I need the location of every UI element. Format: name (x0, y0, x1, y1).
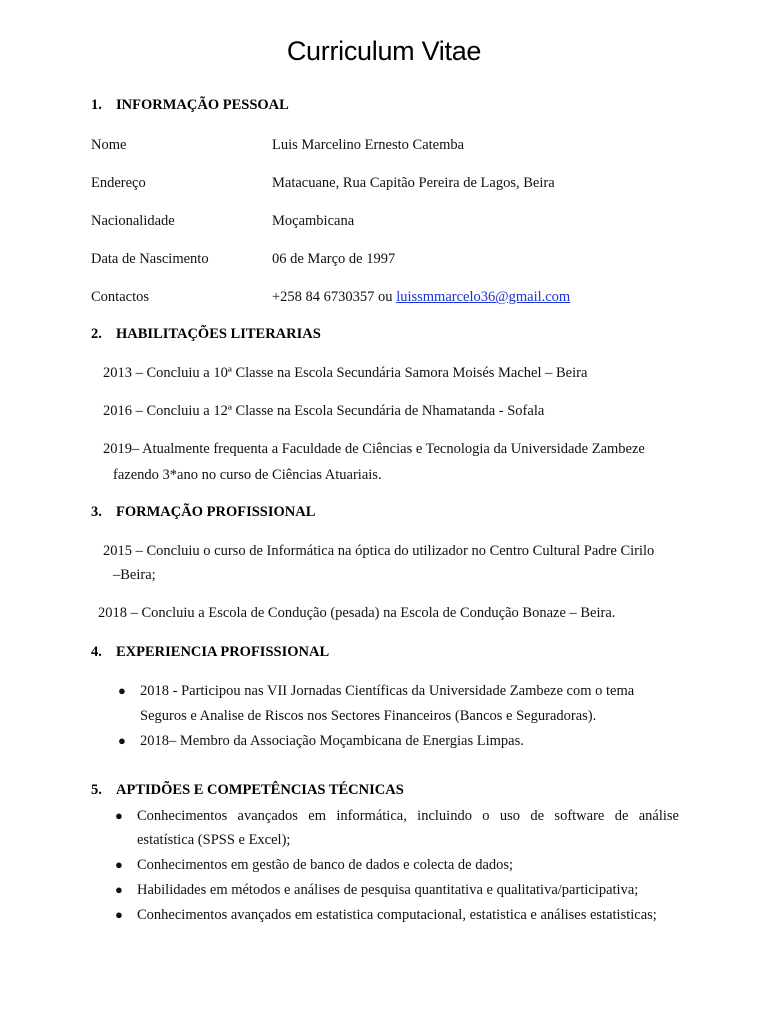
section-number: 3. (91, 504, 102, 520)
skill-text: Conhecimentos avançados em estatistica computacional, estatistica e análises estatisticas; (137, 907, 657, 923)
section-number: 4. (91, 644, 102, 660)
bullet-icon: ● (115, 808, 123, 823)
skill-text: Habilidades em métodos e análises de pesquisa quantitativa e qualitativa/participativa; (137, 882, 639, 898)
field-label: Nome (91, 137, 127, 153)
phone-number: +258 84 6730357 ou (272, 289, 397, 305)
experience-item-cont: Seguros e Analise de Riscos nos Sectores Financeiros (Bancos e Seguradoras). (140, 708, 597, 724)
field-label: Contactos (91, 289, 149, 305)
education-entry-2019: 2019– Atualmente frequenta a Faculdade de Ciências e Tecnologia da Universidade Zambeze (103, 441, 645, 457)
field-value: Matacuane, Rua Capitão Pereira de Lagos, Beira (272, 175, 555, 191)
section-heading-skills (91, 782, 404, 799)
section-number: 2. (91, 326, 102, 342)
field-label: Endereço (91, 175, 146, 191)
section-heading-experience (91, 644, 329, 661)
bullet-icon: ● (115, 907, 123, 922)
education-entry-2019-cont: fazendo 3*ano no curso de Ciências Atuariais. (113, 467, 382, 483)
training-entry-2015: 2015 – Concluiu o curso de Informática na óptica do utilizador no Centro Cultural Padre Cirilo (103, 543, 655, 559)
email-link[interactable]: luissmmarcelo36@gmail.com (396, 289, 571, 305)
training-entry-2015-cont: –Beira; (113, 567, 156, 583)
section-heading-training (91, 504, 315, 521)
section-number: 5. (91, 782, 102, 798)
skill-text: Conhecimentos em gestão de banco de dados e colecta de dados; (137, 857, 514, 873)
section-heading-education (91, 326, 321, 343)
section-title: EXPERIENCIA PROFISSIONAL (116, 644, 330, 660)
bullet-icon: ● (118, 683, 126, 698)
field-value: 06 de Março de 1997 (272, 251, 396, 267)
section-title: HABILITAÇÕES LITERARIAS (116, 326, 321, 342)
experience-text: 2018– Membro da Associação Moçambicana de Energias Limpas. (140, 733, 524, 749)
section-title: FORMAÇÃO PROFISSIONAL (116, 504, 316, 520)
education-entry-2016: 2016 – Concluiu a 12ª Classe na Escola Secundária de Nhamatanda - Sofala (103, 403, 545, 419)
field-value (272, 289, 570, 306)
experience-text: 2018 - Participou nas VII Jornadas Científicas da Universidade Zambeze com o tema (140, 683, 635, 699)
field-value: Luis Marcelino Ernesto Catemba (272, 137, 465, 153)
section-title: INFORMAÇÃO PESSOAL (116, 97, 289, 113)
bullet-icon: ● (118, 733, 126, 748)
field-value: Moçambicana (272, 213, 355, 229)
skill-text-cont: estatística (SPSS e Excel); (137, 832, 291, 848)
education-entry-2013: 2013 – Concluiu a 10ª Classe na Escola Secundária Samora Moisés Machel – Beira (103, 365, 588, 381)
bullet-icon: ● (115, 882, 123, 897)
field-label: Data de Nascimento (91, 251, 209, 267)
skill-text: Conhecimentos avançados em informática, incluindo o uso de software de análise (137, 808, 679, 824)
section-heading-personal-info (91, 97, 289, 114)
section-number: 1. (91, 97, 102, 113)
section-title: APTIDÕES E COMPETÊNCIAS TÉCNICAS (116, 782, 404, 798)
field-label: Nacionalidade (91, 213, 175, 229)
training-entry-2018: 2018 – Concluiu a Escola de Condução (pesada) na Escola de Condução Bonaze – Beira. (98, 605, 616, 621)
bullet-icon: ● (115, 857, 123, 872)
document-title: Curriculum Vitae (286, 36, 482, 66)
